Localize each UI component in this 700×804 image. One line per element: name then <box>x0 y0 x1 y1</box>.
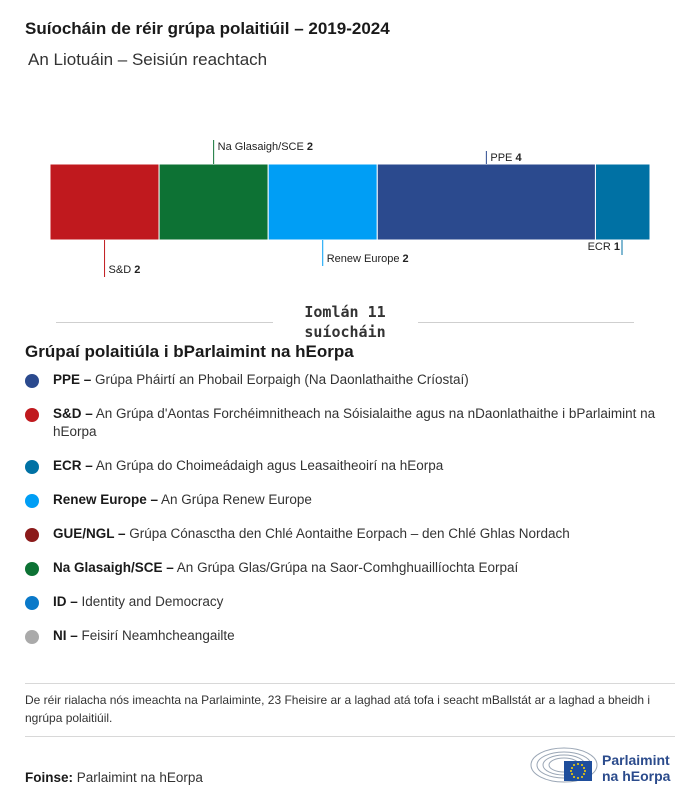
legend-item <box>25 593 675 611</box>
footnote: De réir rialacha nós imeachta na Parlaiminte, 23 Fheisire ar a laghad atá tofa i seacht mBallstát ar a laghad a bheidh i ngrúpa polaitiúil. <box>25 693 651 725</box>
legend-abbr: NI – <box>53 628 78 643</box>
legend-item <box>25 627 675 645</box>
legend-item <box>25 457 675 475</box>
source <box>25 770 203 785</box>
label-s-d: S&D 2 <box>108 264 141 276</box>
bar-s-d <box>50 164 159 240</box>
logo-text <box>602 752 670 784</box>
legend-dot-icon <box>25 494 39 508</box>
legend-desc: Identity and Democracy <box>77 594 224 609</box>
legend-desc: An Grúpa Renew Europe <box>158 492 312 507</box>
label-renew-europe: Renew Europe 2 <box>326 253 409 265</box>
legend-abbr: Na Glasaigh/SCE – <box>53 560 174 575</box>
legend-dot-icon <box>25 596 39 610</box>
legend-dot-icon <box>25 460 39 474</box>
chart-title: Suíocháin de réir grúpa polaitiúil – 2019-2024 <box>25 19 390 38</box>
source-label: Foinse: <box>25 770 74 785</box>
legend-abbr: PPE – <box>53 372 92 387</box>
source-value: Parlaimint na hEorpa <box>76 770 203 785</box>
legend-item <box>25 405 675 441</box>
label-ppe: PPE 4 <box>490 152 522 164</box>
legend-abbr: ECR – <box>53 458 93 473</box>
legend-desc: Feisirí Neamhcheangailte <box>77 628 235 643</box>
bar-na-glasaigh-sce <box>159 164 268 240</box>
legend-abbr: GUE/NGL – <box>53 526 126 541</box>
logo-line-2: na hEorpa <box>602 768 671 784</box>
legend-desc: An Grúpa d'Aontas Forchéimnitheach na Sóisialaithe agus na nDaonlathaithe i bParlaimint na hEorpa <box>53 406 656 439</box>
total-line-right <box>418 322 634 323</box>
chart-subtitle: An Liotuáin – Seisiún reachtach <box>28 50 268 69</box>
label-ecr: ECR 1 <box>587 241 620 253</box>
legend-dot-icon <box>25 630 39 644</box>
legend-item <box>25 525 675 543</box>
legend-title: Grúpaí polaitiúla i bParlaimint na hEorpa <box>25 342 354 361</box>
legend-dot-icon <box>25 408 39 422</box>
total-line-left <box>56 322 273 323</box>
label-na-glasaigh-sce: Na Glasaigh/SCE 2 <box>217 141 314 153</box>
legend-desc: Grúpa Cónasctha den Chlé Aontaithe Eorpach – den Chlé Ghlas Nordach <box>125 526 570 541</box>
legend-abbr: Renew Europe – <box>53 492 159 507</box>
seat-bar-chart <box>0 120 700 290</box>
bar-ppe <box>377 164 595 240</box>
legend-desc: An Grúpa Glas/Grúpa na Saor-Comhghuaillíochta Eorpaí <box>173 560 519 575</box>
legend-dot-icon <box>25 374 39 388</box>
bar-renew-europe <box>268 164 377 240</box>
total-seats: Iomlán 11 suíocháin <box>304 303 386 341</box>
legend-desc: An Grúpa do Choimeádaigh agus Leasaitheoirí na hEorpa <box>92 458 444 473</box>
legend-dot-icon <box>25 528 39 542</box>
legend-abbr: ID – <box>53 594 78 609</box>
legend-dot-icon <box>25 562 39 576</box>
legend-item <box>25 371 675 389</box>
legend-desc: Grúpa Pháirtí an Phobail Eorpaigh (Na Daonlathaithe Críostaí) <box>91 372 469 387</box>
legend-item <box>25 559 675 577</box>
legend-list <box>25 371 675 661</box>
bar-ecr <box>595 164 650 240</box>
logo-line-1: Parlaimint <box>602 752 670 768</box>
legend-item <box>25 491 675 509</box>
legend-abbr: S&D – <box>53 406 93 421</box>
divider <box>25 683 675 684</box>
divider <box>25 736 675 737</box>
